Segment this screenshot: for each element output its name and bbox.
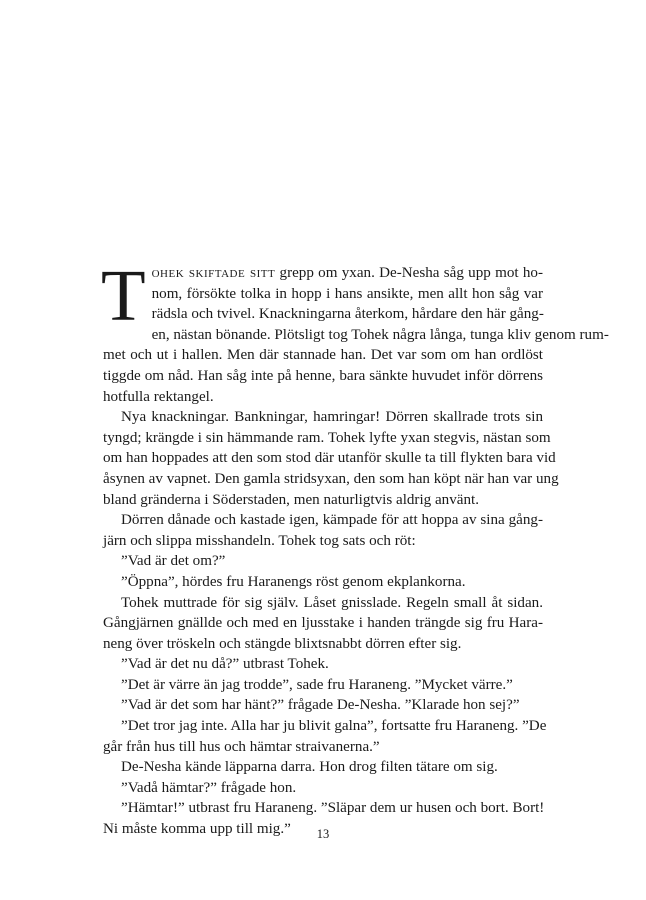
text-line: De-Nesha kände läpparna darra. Hon drog filten tätare om sig. — [121, 759, 498, 776]
text-line: met och ut i hallen. Men där stannade han. Det var som om han ordlöst — [103, 347, 543, 364]
text-line: ”Det är värre än jag trodde”, sade fru Haraneng. ”Mycket värre.” — [121, 676, 513, 693]
text-line: om han hoppades att den som stod där utanför skulle ta till flykten bara vid — [103, 450, 556, 467]
text-line: rädsla och tvivel. Knackningarna återkom, hårdare den här gång- — [151, 306, 544, 323]
text-line: ”Hämtar!” utbrast fru Haraneng. ”Släpar dem ur husen och bort. Bort! — [121, 800, 545, 817]
text-line: går från hus till hus och hämtar straivanerna.” — [103, 738, 380, 755]
text-line: tiggde om nåd. Han såg inte på henne, bara sänkte huvudet inför dörrens — [103, 367, 543, 384]
text-line: hotfulla rektangel. — [103, 388, 214, 405]
text-line: Tohek muttrade för sig själv. Låset gnisslade. Regeln small åt sidan. — [121, 594, 543, 611]
text-line: järn och slippa misshandeln. Tohek tog sats och röt: — [103, 532, 416, 549]
text-line: nom, försökte tolka in hopp i hans ansikte, men allt hon såg var — [151, 285, 543, 302]
drop-cap: T — [101, 255, 146, 336]
text-line: Ni måste komma upp till mig.” — [103, 821, 291, 838]
small-caps-opening: ohek skiftade sitt — [151, 265, 276, 281]
text-line: neng över tröskeln och stängde blixtsnabbt dörren efter sig. — [103, 635, 462, 652]
text-line: Dörren dånade och kastade igen, kämpade för att hoppa av sina gång- — [121, 512, 543, 529]
paragraph-lines — [101, 255, 609, 840]
text-line: tyngd; krängde i sin hämmande ram. Tohek lyfte yxan stegvis, nästan som — [103, 429, 551, 446]
text-line: ”Vad är det som har hänt?” frågade De-Nesha. ”Klarade hon sej?” — [121, 697, 520, 714]
text-line — [103, 263, 543, 284]
text-line: en, nästan bönande. Plötsligt tog Tohek några långa, tunga kliv genom rum- — [151, 326, 609, 343]
text-line: ”Vad är det om?” — [121, 553, 226, 570]
text-line: bland gränderna i Söderstaden, men naturligtvis aldrig använt. — [103, 491, 479, 508]
text-line: Nya knackningar. Bankningar, hamringar! Dörren skallrade trots sin — [121, 409, 543, 426]
line-text: grepp om yxan. De-Nesha såg upp mot ho- — [275, 265, 543, 281]
text-line: ”Öppna”, hördes fru Haranengs röst genom ekplankorna. — [121, 573, 466, 590]
text-line: åsynen av vapnet. Den gamla stridsyxan, den som han köpt när han var ung — [103, 470, 559, 487]
text-line: ”Vadå hämtar?” frågade hon. — [121, 779, 297, 796]
text-line: ”Vad är det nu då?” utbrast Tohek. — [121, 656, 329, 673]
text-line: Gångjärnen gnällde och med en ljusstake i handen trängde sig fru Hara- — [103, 615, 543, 632]
text-line: ”Det tror jag inte. Alla har ju blivit galna”, fortsatte fru Haraneng. ”De — [121, 718, 547, 735]
page-number: 13 — [316, 827, 330, 841]
body-text — [101, 255, 609, 840]
